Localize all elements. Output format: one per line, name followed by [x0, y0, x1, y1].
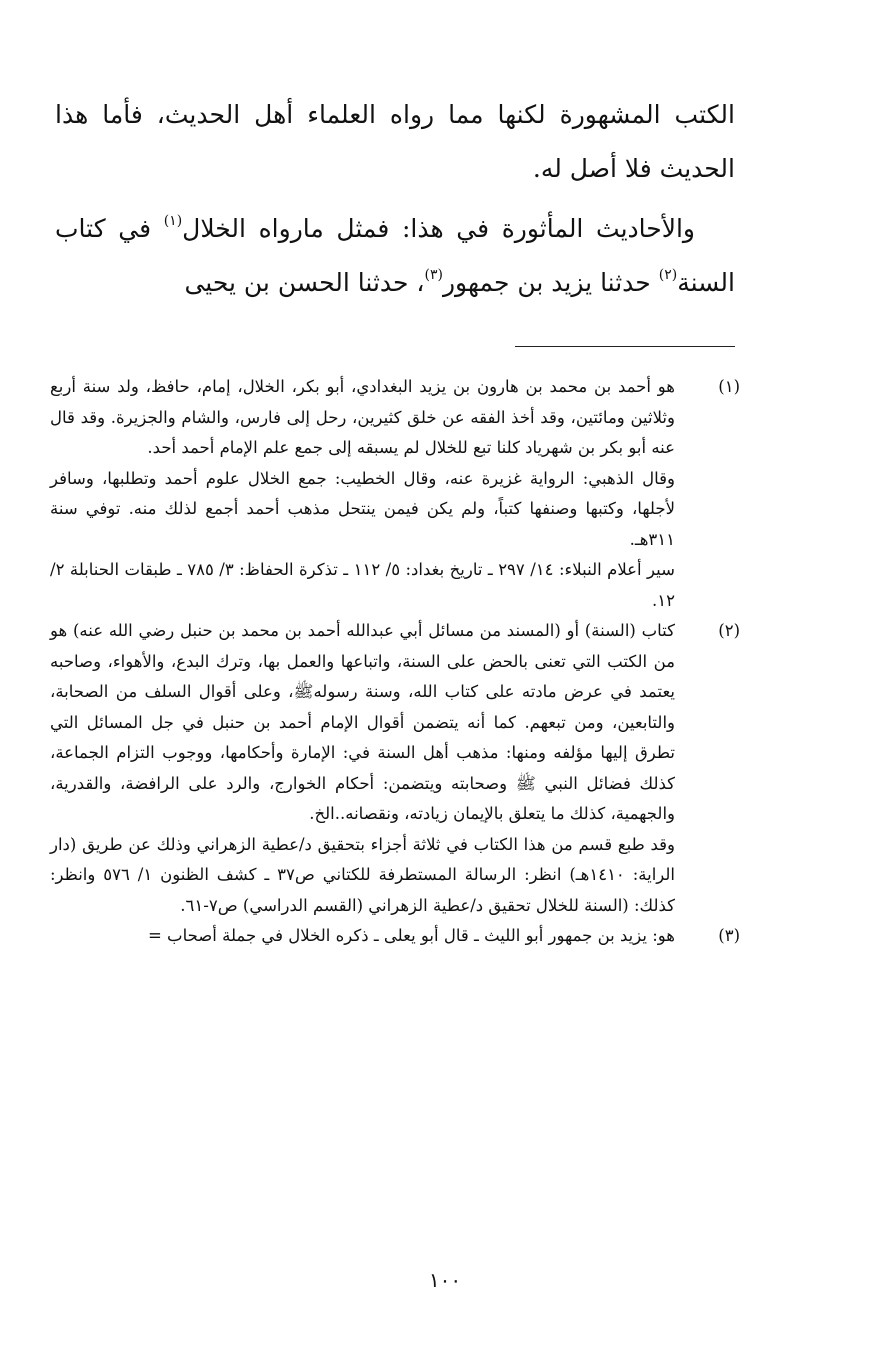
footnote: [50, 616, 740, 921]
footnote-separator: [515, 346, 735, 347]
body-paragraph: [55, 202, 735, 310]
footnote-text: هو أحمد بن محمد بن هارون بن يزيد البغدادي، أبو بكر، الخلال، إمام، حافظ، ولد سنة أربع وثلاثين ومائتين، وقد أخذ الفقه عن خلق كثيرين، رحل إلى فارس، والشام والجزيرة. وقد قال عنه أبو بكر بن شهرياد كلنا تبع للخلال لم يسبقه إلى جمع علم الإمام أحمد أحد.: [50, 377, 675, 457]
footnote-text: وقد طبع قسم من هذا الكتاب في ثلاثة أجزاء بتحقيق د/عطية الزهراني وذلك عن طريق (دار الراية: ١٤١٠هـ) انظر: الرسالة المستطرفة للكتاني ص٣٧ ـ كشف الظنون ١/ ٥٧٦ وانظر: كذلك: (السنة للخلال تحقيق د/عطية الزهراني (القسم الدراسي) ص٧-٦١.: [50, 834, 676, 915]
footnote-number: (٢): [718, 621, 740, 640]
body-text: والأحاديث المأثورة في هذا: فمثل مارواه الخلال: [182, 214, 696, 243]
main-text: [55, 88, 735, 310]
body-paragraph: [55, 88, 735, 196]
body-text: حدثنا يزيد بن جمهور: [442, 268, 659, 297]
footnote: [50, 921, 740, 952]
footnote-number: (٣): [718, 926, 740, 945]
footnotes: [50, 372, 740, 952]
body-text: الكتب المشهورة لكنها مما رواه العلماء أهل الحديث، فأما هذا الحديث فلا أصل له.: [55, 100, 735, 183]
footnote-text: سير أعلام النبلاء: ١٤/ ٢٩٧ ـ تاريخ بغداد: ٥/ ١١٢ ـ تذكرة الحفاظ: ٣/ ٧٨٥ ـ طبقات الحنابلة ٢/ ١٢.: [50, 560, 675, 610]
footnote-reference[interactable]: (٣): [424, 267, 443, 283]
footnote-text: وقال الذهبي: الرواية غزيرة عنه، وقال الخطيب: جمع الخلال علوم أحمد وتطلبها، وسافر لأجلها، وكتبها وصنفها كتباً، ولم يكن فيمن ينتحل مذهب أحمد أجمع لذلك منه. توفي سنة ٣١١هـ.: [50, 468, 675, 549]
footnote-reference[interactable]: (٢): [658, 267, 678, 283]
footnote-reference[interactable]: (١): [163, 213, 183, 229]
body-text: في كتاب السنة: [55, 214, 735, 297]
footnote-text: كتاب (السنة) أو (المسند من مسائل أبي عبدالله أحمد بن محمد بن حنبل رضي الله عنه) هو من الكتب التي تعنى بالحض على السنة، واتباعها والعمل بها، وترك البدع، والأهواء، وصاحبه يعتمد في عرض مادته على كتاب الله، وسنة رسولهﷺ، وعلى أقوال السلف من الصحابة، والتابعين، ومن تبعهم. كما أنه يتضمن أقوال الإمام أحمد بن حنبل في جل المسائل التي تطرق إليها مؤلفه ومنها: مذهب أهل السنة في: الإمارة وأحكامها، ووجوب التزام الجماعة، كذلك فضائل النبي ﷺ وصحابته ويتضمن: أحكام الخوارج، والرد على الرافضة، والقدرية، والجهمية، كذلك ما يتعلق بالإيمان زيادته، ونقصانه..الخ.: [50, 621, 675, 823]
footnote: [50, 372, 740, 616]
footnote-text: هو: يزيد بن جمهور أبو الليث ـ قال أبو يعلى ـ ذكره الخلال في جملة أصحاب =: [147, 926, 675, 945]
body-text: ، حدثنا الحسن بن يحيى: [184, 268, 425, 297]
footnote-number: (١): [718, 377, 740, 396]
page-number: ١٠٠: [428, 1268, 462, 1292]
